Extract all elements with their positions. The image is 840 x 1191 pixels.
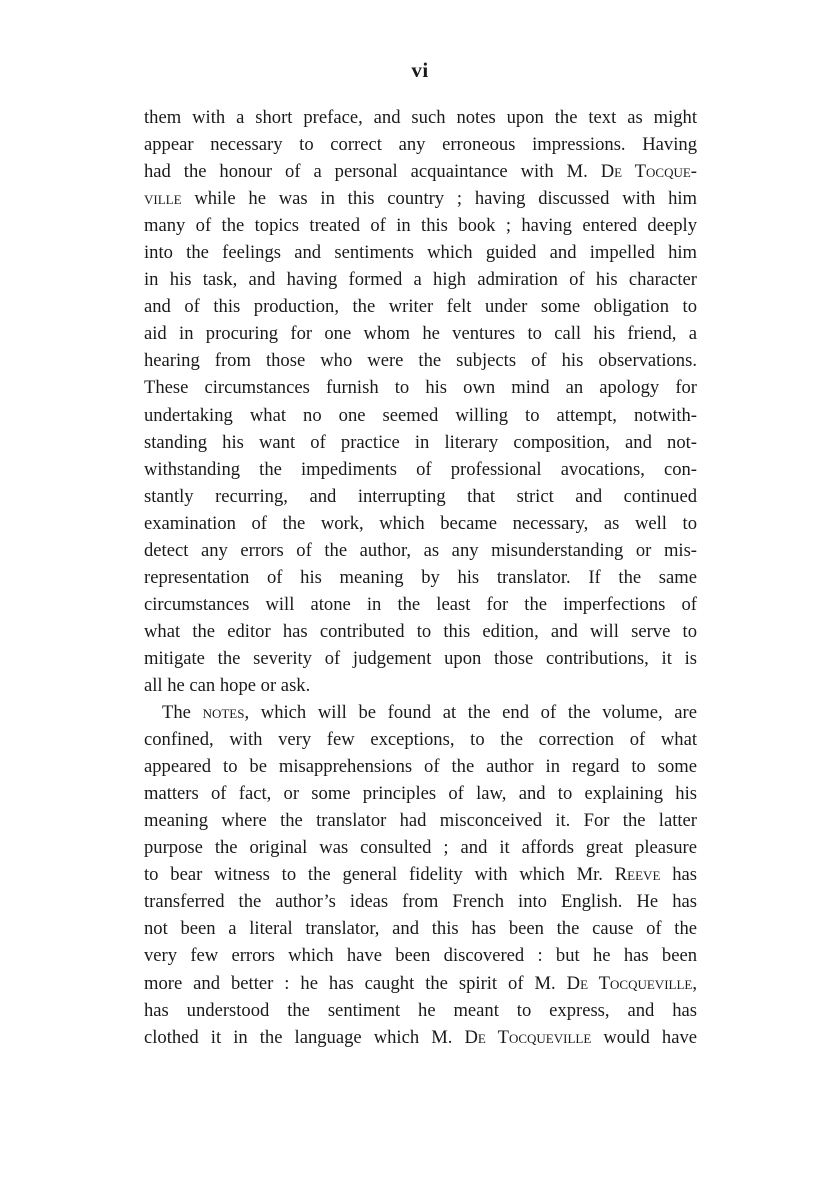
- text-line: [144, 834, 697, 861]
- text-run: had the honour of a personal acquaintance with M.: [144, 161, 601, 183]
- text-run: purpose the original was consulted ; and it affords great pleasure: [144, 837, 697, 859]
- text-line: [144, 645, 697, 672]
- text-line: [144, 347, 697, 374]
- text-run: ,: [692, 972, 697, 994]
- text-line: [144, 483, 697, 510]
- text-line: [144, 672, 697, 699]
- text-run: appeared to be misapprehensions of the author in regard to some: [144, 756, 697, 778]
- text-line: [144, 888, 697, 915]
- text-run: to bear witness to the general fidelity with which Mr.: [144, 864, 615, 886]
- text-line: [144, 239, 697, 266]
- text-line: [144, 158, 697, 185]
- text-run: detect any errors of the author, as any misunderstanding or mis-: [144, 539, 697, 561]
- text-run: into the feelings and sentiments which guided and impelled him: [144, 242, 697, 264]
- text-run: has understood the sentiment he meant to express, and has: [144, 999, 697, 1021]
- small-caps-text: De Tocqueville: [464, 1026, 592, 1048]
- text-line: [144, 564, 697, 591]
- text-run: undertaking what no one seemed willing to attempt, notwith-: [144, 404, 697, 426]
- small-caps-text: notes: [202, 702, 245, 724]
- text-line: [144, 510, 697, 537]
- text-run: meaning where the translator had misconceived it. For the latter: [144, 810, 697, 832]
- paragraph: [144, 699, 697, 1051]
- text-line: [144, 861, 697, 888]
- text-run: all he can hope or ask.: [144, 674, 311, 696]
- text-run: has: [660, 864, 697, 886]
- text-run: more and better : he has caught the spirit of M.: [144, 972, 567, 994]
- text-line: [144, 374, 697, 401]
- text-run: them with a short preface, and such notes upon the text as might: [144, 107, 697, 128]
- text-run: aid in procuring for one whom he ventures to call his friend, a: [144, 323, 697, 345]
- text-line: [144, 320, 697, 347]
- text-run: and of this production, the writer felt under some obligation to: [144, 296, 697, 318]
- text-line: [144, 537, 697, 564]
- text-line: [144, 915, 697, 942]
- text-run: mitigate the severity of judgement upon those contributions, it is: [144, 647, 697, 669]
- text-run: circumstances will atone in the least for the imperfections of: [144, 593, 697, 615]
- text-line: [144, 266, 697, 293]
- paragraph: [144, 104, 697, 699]
- text-line: [144, 807, 697, 834]
- text-run: representation of his meaning by his translator. If the same: [144, 566, 697, 588]
- text-run: matters of fact, or some principles of law, and to explaining his: [144, 783, 697, 805]
- text-run: stantly recurring, and interrupting that strict and continued: [144, 485, 697, 507]
- text-run: many of the topics treated of in this book ; having entered deeply: [144, 215, 697, 237]
- text-line: [144, 456, 697, 483]
- text-run: would have: [591, 1026, 697, 1048]
- text-run: , which will be found at the end of the volume, are: [244, 702, 697, 724]
- small-caps-text: De Tocque-: [600, 161, 697, 183]
- text-line: [144, 699, 697, 726]
- text-line: [144, 402, 697, 429]
- text-run: what the editor has contributed to this edition, and will serve to: [144, 620, 697, 642]
- text-run: very few errors which have been discovered : but he has been: [144, 945, 697, 967]
- text-line: [144, 753, 697, 780]
- text-line: [144, 185, 697, 212]
- small-caps-text: ville: [144, 188, 182, 210]
- text-line: [144, 293, 697, 320]
- text-line: [144, 1024, 697, 1051]
- text-line: [144, 970, 697, 997]
- text-run: examination of the work, which became necessary, as well to: [144, 512, 697, 534]
- text-run: withstanding the impediments of professional avocations, con-: [144, 458, 697, 480]
- text-run: standing his want of practice in literary composition, and not-: [144, 431, 697, 453]
- text-line: [144, 212, 697, 239]
- text-line: [144, 726, 697, 753]
- text-line: [144, 131, 697, 158]
- text-run: transferred the author’s ideas from French into English. He has: [144, 891, 697, 913]
- text-line: [144, 942, 697, 969]
- text-run: while he was in this country ; having discussed with him: [181, 188, 697, 210]
- text-run: The: [162, 702, 203, 724]
- text-run: not been a literal translator, and this has been the cause of the: [144, 918, 697, 940]
- text-line: [144, 429, 697, 456]
- page-number: vi: [411, 58, 429, 82]
- text-line: [144, 591, 697, 618]
- small-caps-text: De Tocqueville: [566, 972, 693, 994]
- text-run: clothed it in the language which M.: [144, 1026, 465, 1048]
- text-line: [144, 780, 697, 807]
- small-caps-text: Reeve: [614, 864, 661, 886]
- text-run: appear necessary to correct any erroneous impressions. Having: [144, 134, 697, 156]
- text-run: confined, with very few exceptions, to the correction of what: [144, 729, 697, 751]
- body-text: [144, 104, 697, 1051]
- text-line: [144, 104, 697, 131]
- text-run: hearing from those who were the subjects of his observations.: [144, 350, 697, 372]
- text-run: These circumstances furnish to his own mind an apology for: [144, 377, 697, 399]
- text-run: in his task, and having formed a high admiration of his character: [144, 269, 697, 291]
- text-line: [144, 618, 697, 645]
- text-line: [144, 997, 697, 1024]
